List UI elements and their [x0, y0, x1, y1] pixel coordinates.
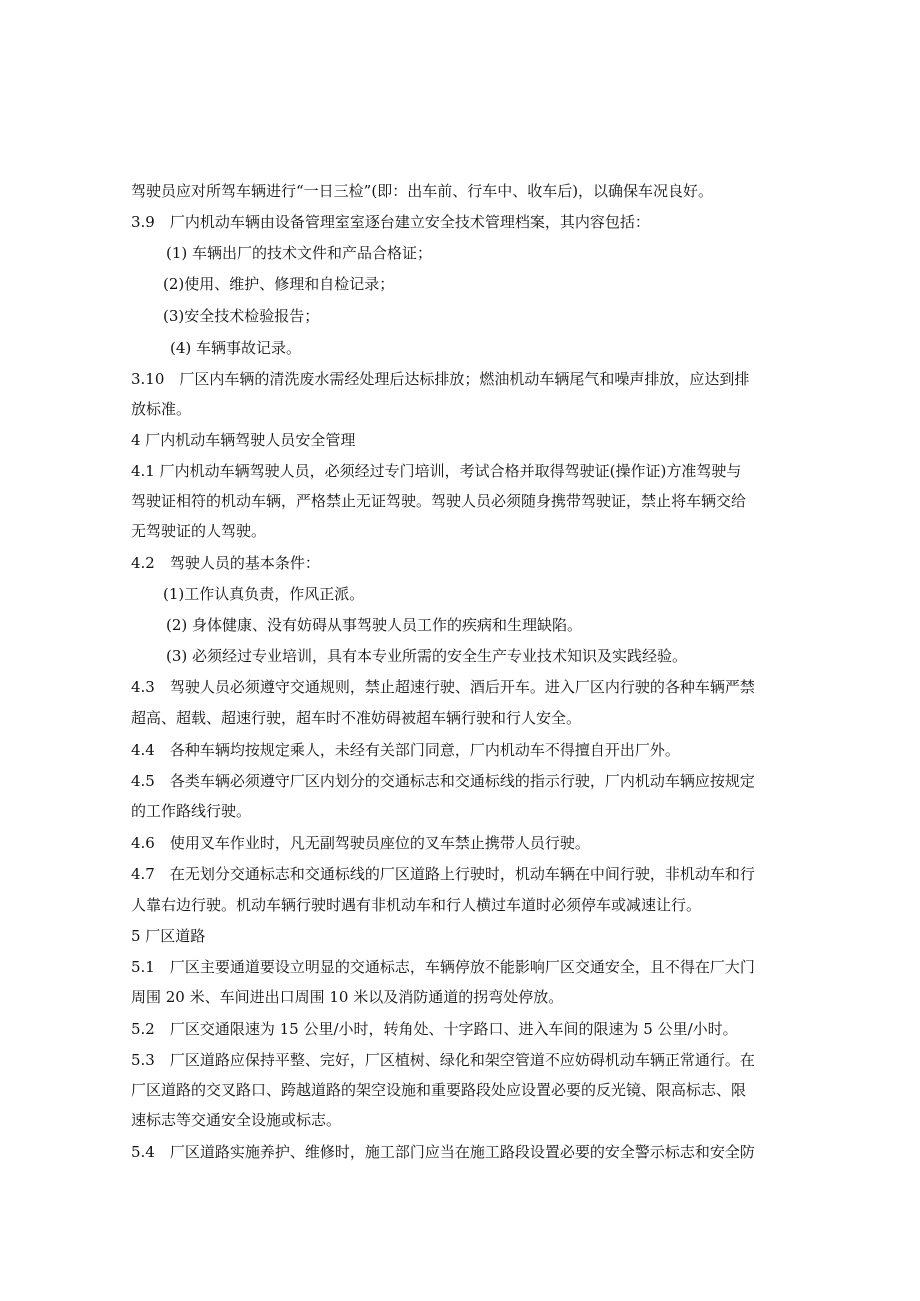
text-line: 厂区道路的交叉路口、跨越道路的架空设施和重要路段处应设置必要的反光镜、限高标志、限 [131, 1081, 747, 1099]
text-line: 4.5 各类车辆必须遵守厂区内划分的交通标志和交通标线的指示行驶，厂内机动车辆应按规定 [131, 772, 755, 790]
section-heading: 4 厂内机动车辆驾驶人员安全管理 [131, 431, 356, 449]
text-line: 4.7 在无划分交通标志和交通标线的厂区道路上行驶时，机动车辆在中间行驶，非机动车和行 [131, 865, 755, 883]
text-line: (3) 必须经过专业培训，具有本专业所需的安全生产专业技术知识及实践经验。 [166, 647, 688, 665]
text-line: 5.1 厂区主要通道要设立明显的交通标志，车辆停放不能影响厂区交通安全，且不得在厂大门 [131, 958, 755, 976]
text-line: 4.1 厂内机动车辆驾驶人员，必须经过专门培训，考试合格并取得驾驶证(操作证)方准驾驶与 [131, 462, 742, 480]
text-line: 4.6 使用叉车作业时，凡无副驾驶员座位的叉车禁止携带人员行驶。 [131, 834, 590, 852]
text-line: 人靠右边行驶。机动车辆行驶时遇有非机动车和行人横过车道时必须停车或减速让行。 [131, 896, 702, 914]
text-line: (1) 车辆出厂的技术文件和产品合格证； [166, 244, 433, 262]
text-line: 3.9 厂内机动车辆由设备管理室室逐台建立安全技术管理档案，其内容包括： [131, 213, 650, 231]
text-line: 的工作路线行驶。 [131, 802, 252, 820]
text-line: 4.3 驾驶人员必须遵守交通规则，禁止超速行驶、酒后开车。进入厂区内行驶的各种车辆严禁 [131, 678, 755, 696]
text-line: 3.10 厂区内车辆的清洗废水需经处理后达标排放；燃油机动车辆尾气和噪声排放，应达到排 [131, 370, 750, 388]
text-line: 5.2 厂区交通限速为 15 公里/小时，转角处、十字路口、进入车间的限速为 5 公里/小时。 [131, 1020, 738, 1038]
text-line: (4) 车辆事故记录。 [170, 339, 302, 357]
text-line: 驾驶证相符的机动车辆，严格禁止无证驾驶。驾驶人员必须随身携带驾驶证，禁止将车辆交给 [131, 492, 747, 510]
text-line: 超高、超载、超速行驶，超车时不准妨碍被超车辆行驶和行人安全。 [131, 709, 582, 727]
section-heading: 5 厂区道路 [131, 927, 206, 945]
text-line: 4.2 驾驶人员的基本条件： [131, 554, 320, 572]
text-line: (2) 身体健康、没有妨碍从事驾驶人员工作的疾病和生理缺陷。 [166, 616, 583, 634]
text-line: 放标准。 [131, 400, 192, 418]
text-line: 驾驶员应对所驾车辆进行“一日三检”(即：出车前、行车中、收车后)，以确保车况良好。 [131, 182, 714, 200]
text-line: (3)安全技术检验报告； [163, 307, 320, 325]
text-line: (2)使用、维护、修理和自检记录； [163, 275, 395, 293]
text-line: 5.3 厂区道路应保持平整、完好，厂区植树、绿化和架空管道不应妨碍机动车辆正常通行。在 [131, 1051, 755, 1069]
text-line: 速标志等交通安全设施或标志。 [131, 1111, 342, 1129]
text-line: (1)工作认真负责，作风正派。 [163, 585, 365, 603]
text-line: 5.4 厂区道路实施养护、维修时，施工部门应当在施工路段设置必要的安全警示标志和安全防 [131, 1143, 755, 1161]
text-line: 4.4 各种车辆均按规定乘人，未经有关部门同意，厂内机动车不得擅自开出厂外。 [131, 741, 680, 759]
text-line: 周围 20 米、车间进出口周围 10 米以及消防通道的拐弯处停放。 [131, 988, 564, 1006]
text-line: 无驾驶证的人驾驶。 [131, 522, 267, 540]
